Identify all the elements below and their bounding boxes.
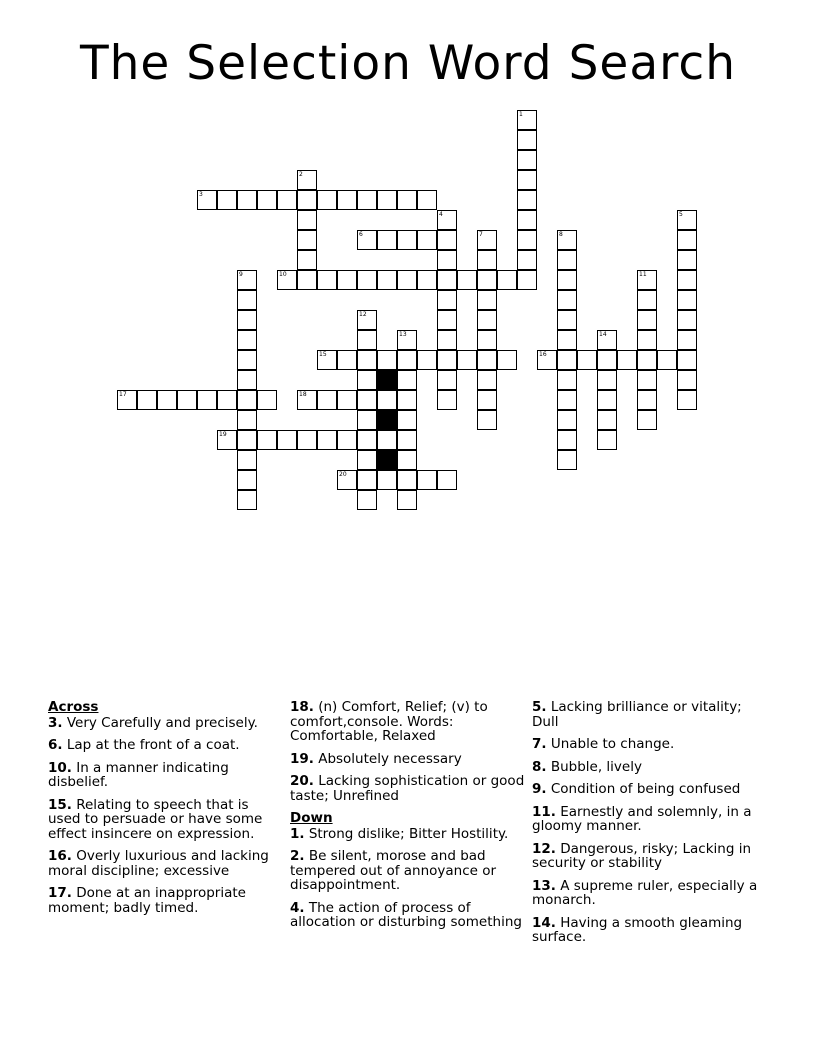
grid-cell[interactable] xyxy=(517,130,537,150)
grid-cell[interactable] xyxy=(597,390,617,410)
grid-cell[interactable] xyxy=(437,330,457,350)
grid-cell[interactable] xyxy=(417,350,437,370)
clue-item xyxy=(532,916,758,945)
grid-cell[interactable] xyxy=(237,290,257,310)
grid-cell[interactable] xyxy=(497,270,517,290)
grid-cell[interactable] xyxy=(637,370,657,390)
grid-cell[interactable] xyxy=(517,170,537,190)
grid-cell[interactable] xyxy=(437,250,457,270)
clue-number: 10. xyxy=(48,759,72,776)
clue-item xyxy=(290,901,526,930)
grid-cell[interactable] xyxy=(297,250,317,270)
clue-number: 4. xyxy=(290,899,305,916)
grid-cell[interactable] xyxy=(437,310,457,330)
grid-cell[interactable] xyxy=(477,270,497,290)
grid-cell[interactable] xyxy=(157,390,177,410)
grid-cell[interactable] xyxy=(277,430,297,450)
clue-text: The action of process of allocation or disturbing something xyxy=(290,899,522,930)
grid-cell[interactable] xyxy=(277,270,297,290)
cell-number: 19 xyxy=(219,431,227,438)
grid-cell[interactable] xyxy=(677,250,697,270)
grid-cell[interactable] xyxy=(557,350,577,370)
grid-cell[interactable] xyxy=(397,430,417,450)
grid-cell[interactable] xyxy=(557,330,577,350)
grid-cell[interactable] xyxy=(437,270,457,290)
cell-number: 17 xyxy=(119,391,127,398)
grid-cell[interactable] xyxy=(557,290,577,310)
grid-cell[interactable] xyxy=(557,250,577,270)
clue-text: Having a smooth gleaming surface. xyxy=(532,914,743,945)
cell-number: 12 xyxy=(359,311,367,318)
grid-cell[interactable] xyxy=(397,350,417,370)
grid-cell[interactable] xyxy=(677,230,697,250)
grid-cell[interactable] xyxy=(477,290,497,310)
grid-cell[interactable] xyxy=(377,350,397,370)
grid-cell[interactable] xyxy=(297,170,317,190)
grid-cell[interactable] xyxy=(237,330,257,350)
clue-item xyxy=(290,849,526,893)
grid-cell[interactable] xyxy=(437,390,457,410)
grid-cell[interactable] xyxy=(297,230,317,250)
grid-cell[interactable] xyxy=(357,230,377,250)
grid-cell[interactable] xyxy=(337,430,357,450)
clue-text: Unable to change. xyxy=(546,736,675,752)
grid-cell[interactable] xyxy=(377,230,397,250)
grid-cell[interactable] xyxy=(357,470,377,490)
clue-text: A supreme ruler, especially a monarch. xyxy=(532,877,758,908)
cell-number: 2 xyxy=(299,171,303,178)
grid-cell[interactable] xyxy=(197,190,217,210)
grid-cell[interactable] xyxy=(597,370,617,390)
grid-cell[interactable] xyxy=(297,430,317,450)
grid-cell[interactable] xyxy=(357,490,377,510)
clue-text: Earnestly and solemnly, in a gloomy manner. xyxy=(532,803,752,834)
grid-cell[interactable] xyxy=(657,350,677,370)
clue-heading-down: Down xyxy=(290,810,333,826)
clue-number: 20. xyxy=(290,773,314,789)
grid-cell[interactable] xyxy=(197,390,217,410)
grid-cell[interactable] xyxy=(397,330,417,350)
grid-cell[interactable] xyxy=(437,210,457,230)
clue-text: Lacking brilliance or vitality; Dull xyxy=(532,699,742,730)
grid-cell[interactable] xyxy=(557,430,577,450)
clue-item xyxy=(290,752,526,767)
grid-cell[interactable] xyxy=(437,350,457,370)
grid-cell[interactable] xyxy=(437,370,457,390)
grid-cell[interactable] xyxy=(237,490,257,510)
clue-item xyxy=(48,738,274,753)
clue-text: Lacking sophistication or good taste; Unrefined xyxy=(290,773,525,804)
grid-cell[interactable] xyxy=(557,390,577,410)
grid-cell[interactable] xyxy=(597,430,617,450)
clue-item xyxy=(290,700,526,744)
page-title: The Selection Word Search xyxy=(79,36,737,91)
grid-cell[interactable] xyxy=(257,430,277,450)
grid-cell[interactable] xyxy=(397,370,417,390)
clue-item xyxy=(532,700,758,729)
grid-cell[interactable] xyxy=(357,390,377,410)
grid-cell[interactable] xyxy=(237,390,257,410)
cell-number: 13 xyxy=(399,331,407,338)
grid-cell[interactable] xyxy=(337,350,357,370)
clue-number: 16. xyxy=(48,848,72,864)
grid-cell[interactable] xyxy=(297,270,317,290)
cell-number: 5 xyxy=(679,211,683,218)
grid-cell[interactable] xyxy=(397,490,417,510)
cell-number: 11 xyxy=(639,271,647,278)
grid-cell[interactable] xyxy=(537,350,557,370)
grid-cell[interactable] xyxy=(117,390,137,410)
grid-cell[interactable] xyxy=(397,270,417,290)
clues-column-3 xyxy=(532,700,758,953)
clue-number: 15. xyxy=(48,796,72,813)
grid-cell[interactable] xyxy=(397,410,417,430)
grid-cell[interactable] xyxy=(237,310,257,330)
grid-cell[interactable] xyxy=(177,390,197,410)
grid-cell[interactable] xyxy=(517,210,537,230)
clue-text: Be silent, morose and bad tempered out of annoyance or disappointment. xyxy=(290,848,497,893)
clue-number: 6. xyxy=(48,737,63,753)
clue-number: 19. xyxy=(290,750,314,767)
grid-cell[interactable] xyxy=(257,190,277,210)
clue-item xyxy=(48,761,274,790)
cell-number: 10 xyxy=(279,271,287,278)
clue-text: Done at an inappropriate moment; badly timed. xyxy=(48,885,246,916)
clue-item xyxy=(290,774,526,803)
grid-cell[interactable] xyxy=(377,390,397,410)
clue-item xyxy=(48,886,274,915)
clue-text: Overly luxurious and lacking moral discipline; excessive xyxy=(48,848,269,879)
clue-number: 18. xyxy=(290,699,314,715)
grid-cell[interactable] xyxy=(517,110,537,130)
grid-cell[interactable] xyxy=(417,270,437,290)
grid-cell[interactable] xyxy=(137,390,157,410)
grid-cell[interactable] xyxy=(397,470,417,490)
clue-text: Relating to speech that is used to persuade or have some effect insincere on expression. xyxy=(48,796,263,842)
grid-cell[interactable] xyxy=(237,410,257,430)
grid-cell[interactable] xyxy=(397,450,417,470)
grid-cell[interactable] xyxy=(677,350,697,370)
cell-number: 14 xyxy=(599,331,607,338)
black-cell xyxy=(377,410,397,430)
grid-cell[interactable] xyxy=(597,350,617,370)
grid-cell[interactable] xyxy=(357,450,377,470)
grid-cell[interactable] xyxy=(677,210,697,230)
grid-cell[interactable] xyxy=(557,230,577,250)
grid-cell[interactable] xyxy=(277,190,297,210)
clue-item xyxy=(48,849,274,878)
grid-cell[interactable] xyxy=(417,190,437,210)
grid-cell[interactable] xyxy=(637,290,657,310)
grid-cell[interactable] xyxy=(497,350,517,370)
grid-cell[interactable] xyxy=(557,410,577,430)
grid-cell[interactable] xyxy=(377,190,397,210)
cell-number: 20 xyxy=(339,471,347,478)
grid-cell[interactable] xyxy=(637,410,657,430)
grid-cell[interactable] xyxy=(417,230,437,250)
grid-cell[interactable] xyxy=(517,150,537,170)
grid-cell[interactable] xyxy=(457,350,477,370)
clue-number: 2. xyxy=(290,848,305,864)
clues-column-1 xyxy=(48,700,274,923)
clue-number: 9. xyxy=(532,781,547,797)
grid-cell[interactable] xyxy=(337,270,357,290)
grid-cell[interactable] xyxy=(557,450,577,470)
grid-cell[interactable] xyxy=(517,230,537,250)
grid-cell[interactable] xyxy=(217,430,237,450)
clue-item xyxy=(532,842,758,871)
grid-cell[interactable] xyxy=(517,250,537,270)
cell-number: 8 xyxy=(559,231,563,238)
grid-cell[interactable] xyxy=(637,390,657,410)
grid-cell[interactable] xyxy=(437,470,457,490)
grid-cell[interactable] xyxy=(217,390,237,410)
grid-cell[interactable] xyxy=(437,230,457,250)
grid-cell[interactable] xyxy=(477,330,497,350)
grid-cell[interactable] xyxy=(677,330,697,350)
clue-number: 8. xyxy=(532,758,547,775)
grid-cell[interactable] xyxy=(377,270,397,290)
clue-text: Strong dislike; Bitter Hostility. xyxy=(304,825,509,842)
grid-cell[interactable] xyxy=(677,390,697,410)
clue-text: Dangerous, risky; Lacking in security or stability xyxy=(532,840,752,871)
grid-cell[interactable] xyxy=(577,350,597,370)
clue-text: In a manner indicating disbelief. xyxy=(48,759,229,790)
grid-cell[interactable] xyxy=(317,270,337,290)
grid-cell[interactable] xyxy=(637,310,657,330)
cell-number: 4 xyxy=(439,211,443,218)
cell-number: 16 xyxy=(539,351,547,358)
cell-number: 1 xyxy=(519,111,523,118)
clue-text: Bubble, lively xyxy=(546,758,642,775)
clue-number: 7. xyxy=(532,736,547,752)
grid-cell[interactable] xyxy=(597,330,617,350)
grid-cell[interactable] xyxy=(337,470,357,490)
black-cell xyxy=(377,450,397,470)
clue-item xyxy=(48,798,274,842)
clue-number: 14. xyxy=(532,914,556,931)
clue-text: Absolutely necessary xyxy=(313,750,462,767)
clue-item xyxy=(290,827,526,842)
clue-number: 11. xyxy=(532,803,556,820)
clue-number: 17. xyxy=(48,885,72,901)
cell-number: 7 xyxy=(479,231,483,238)
clue-number: 12. xyxy=(532,840,556,857)
grid-cell[interactable] xyxy=(317,350,337,370)
cell-number: 18 xyxy=(299,391,307,398)
grid-cell[interactable] xyxy=(237,190,257,210)
grid-cell[interactable] xyxy=(397,190,417,210)
grid-cell[interactable] xyxy=(477,390,497,410)
clue-item xyxy=(532,760,758,775)
clue-item xyxy=(532,805,758,834)
cell-number: 3 xyxy=(199,191,203,198)
grid-cell[interactable] xyxy=(477,410,497,430)
cell-number: 9 xyxy=(239,271,243,278)
grid-cell[interactable] xyxy=(237,370,257,390)
grid-cell[interactable] xyxy=(557,370,577,390)
clue-text: Very Carefully and precisely. xyxy=(62,714,258,731)
grid-cell[interactable] xyxy=(617,350,637,370)
grid-cell[interactable] xyxy=(357,370,377,390)
grid-cell[interactable] xyxy=(597,410,617,430)
grid-cell[interactable] xyxy=(317,390,337,410)
grid-cell[interactable] xyxy=(377,430,397,450)
grid-cell[interactable] xyxy=(477,350,497,370)
grid-cell[interactable] xyxy=(677,290,697,310)
grid-cell[interactable] xyxy=(557,310,577,330)
grid-cell[interactable] xyxy=(297,190,317,210)
grid-cell[interactable] xyxy=(677,310,697,330)
grid-cell[interactable] xyxy=(357,330,377,350)
clues-column-2 xyxy=(290,700,526,938)
grid-cell[interactable] xyxy=(237,430,257,450)
grid-cell[interactable] xyxy=(637,270,657,290)
grid-cell[interactable] xyxy=(637,350,657,370)
clue-number: 13. xyxy=(532,877,556,894)
grid-cell[interactable] xyxy=(317,190,337,210)
clue-item xyxy=(532,782,758,797)
grid-cell[interactable] xyxy=(357,430,377,450)
clue-item xyxy=(48,716,274,731)
clue-number: 5. xyxy=(532,699,547,715)
grid-cell[interactable] xyxy=(377,470,397,490)
grid-cell[interactable] xyxy=(397,230,417,250)
grid-cell[interactable] xyxy=(317,430,337,450)
grid-cell[interactable] xyxy=(357,350,377,370)
grid-cell[interactable] xyxy=(337,390,357,410)
cell-number: 15 xyxy=(319,351,327,358)
grid-cell[interactable] xyxy=(357,270,377,290)
grid-cell[interactable] xyxy=(477,310,497,330)
grid-cell[interactable] xyxy=(477,250,497,270)
grid-cell[interactable] xyxy=(337,190,357,210)
grid-cell[interactable] xyxy=(357,310,377,330)
grid-cell[interactable] xyxy=(357,410,377,430)
grid-cell[interactable] xyxy=(297,390,317,410)
clue-item xyxy=(532,879,758,908)
cell-number: 6 xyxy=(359,231,363,238)
black-cell xyxy=(377,370,397,390)
grid-cell[interactable] xyxy=(357,190,377,210)
grid-cell[interactable] xyxy=(237,350,257,370)
grid-cell[interactable] xyxy=(437,290,457,310)
grid-cell[interactable] xyxy=(237,270,257,290)
grid-cell[interactable] xyxy=(637,330,657,350)
grid-cell[interactable] xyxy=(397,390,417,410)
grid-cell[interactable] xyxy=(477,370,497,390)
grid-cell[interactable] xyxy=(257,390,277,410)
grid-cell[interactable] xyxy=(417,470,437,490)
grid-cell[interactable] xyxy=(517,270,537,290)
clue-text: (n) Comfort, Relief; (v) to comfort,console. Words: Comfortable, Relaxed xyxy=(290,699,488,744)
clue-number: 1. xyxy=(290,825,305,842)
grid-cell[interactable] xyxy=(517,190,537,210)
clue-text: Condition of being confused xyxy=(546,781,741,797)
clue-text: Lap at the front of a coat. xyxy=(62,737,240,753)
grid-cell[interactable] xyxy=(677,270,697,290)
grid-cell[interactable] xyxy=(457,270,477,290)
grid-cell[interactable] xyxy=(217,190,237,210)
clue-number: 3. xyxy=(48,714,63,731)
grid-cell[interactable] xyxy=(477,230,497,250)
clue-heading-across: Across xyxy=(48,699,99,715)
grid-cell[interactable] xyxy=(557,270,577,290)
grid-cell[interactable] xyxy=(237,450,257,470)
grid-cell[interactable] xyxy=(237,470,257,490)
grid-cell[interactable] xyxy=(677,370,697,390)
grid-cell[interactable] xyxy=(297,210,317,230)
clue-item xyxy=(532,737,758,752)
